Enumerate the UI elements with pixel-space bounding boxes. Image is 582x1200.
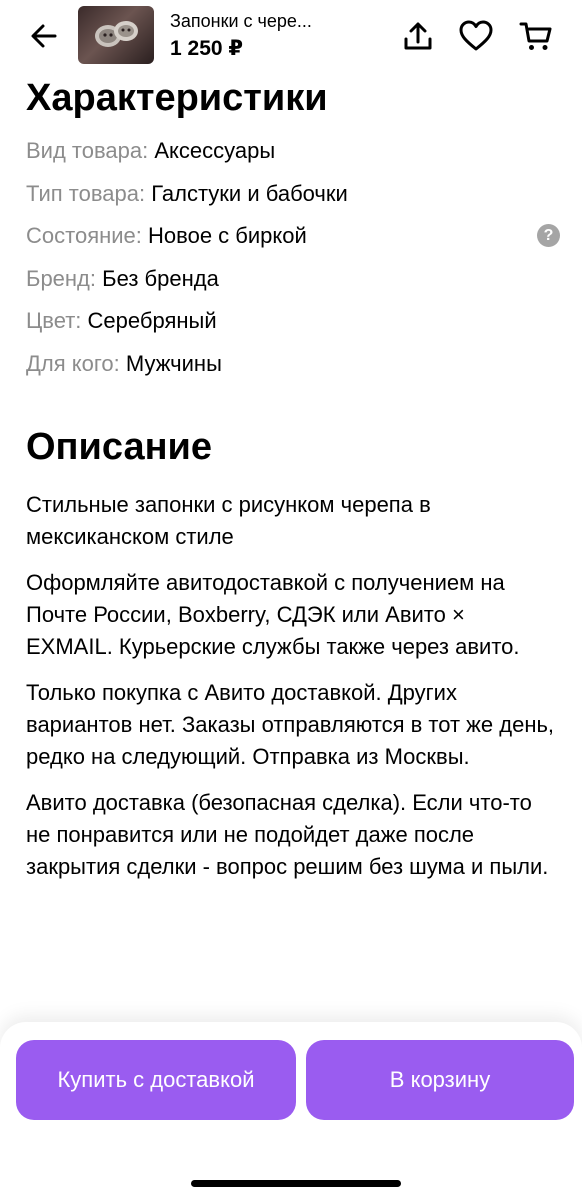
spec-value: Новое с биркой — [148, 223, 307, 249]
product-details — [26, 74, 556, 897]
product-mini-title: Запонки с чере... — [170, 11, 312, 31]
spec-value: Аксессуары — [154, 138, 276, 163]
spec-value: Без бренда — [102, 265, 219, 291]
description-paragraph: Авито доставка (безопасная сделка). Если что-то не понравится или не подойдет даже после закрытия сделки - вопрос решим без шума и пыли. — [26, 789, 549, 879]
spec-row-color — [26, 306, 556, 336]
characteristics-list — [26, 136, 556, 379]
cart-button[interactable] — [514, 14, 558, 58]
description-paragraph: Только покупка с Авито доставкой. Других вариантов нет. Заказы отправляются в тот же день, редко на следующий. Отправка из Москвы. — [26, 679, 555, 769]
share-button[interactable] — [396, 14, 440, 58]
spec-label: Вид товара: — [26, 138, 149, 163]
description-paragraph: Оформляйте авитодоставкой с получением на Почте России, Boxberry, СДЭК или Авито × EXMAIL. Курьерские службы также через авито. — [26, 569, 520, 659]
bottom-action-bar — [0, 1022, 582, 1200]
spec-row-item-kind — [26, 136, 556, 166]
favorite-button[interactable] — [454, 14, 498, 58]
description-paragraph: Стильные запонки с рисунком черепа в мексиканском стиле — [26, 491, 431, 549]
spec-label: Цвет: — [26, 308, 82, 334]
top-bar — [0, 0, 582, 74]
spec-label: Бренд: — [26, 265, 97, 291]
cart-icon — [519, 19, 553, 53]
characteristics-title: Характеристики — [26, 77, 328, 119]
spec-row-condition — [26, 221, 556, 251]
heart-icon — [458, 19, 494, 53]
spec-row-audience — [26, 349, 556, 379]
cufflinks-image — [78, 6, 154, 64]
spec-row-brand — [26, 264, 556, 294]
spec-label: Состояние: — [26, 223, 142, 249]
spec-value: Мужчины — [125, 350, 222, 376]
question-icon[interactable]: ? — [537, 224, 560, 247]
product-mini-price: 1 250 ₽ — [170, 37, 243, 60]
spec-label: Для кого: — [26, 350, 120, 376]
share-upload-icon — [401, 19, 435, 53]
spec-value: Галстуки и бабочки — [151, 180, 348, 206]
description-text — [26, 489, 556, 883]
home-indicator[interactable] — [191, 1180, 401, 1187]
spec-label: Тип товара: — [26, 180, 146, 206]
description-title: Описание — [26, 425, 213, 468]
product-thumbnail[interactable] — [78, 6, 154, 64]
buy-with-delivery-button[interactable]: Купить с доставкой — [16, 1040, 296, 1120]
spec-value: Серебряный — [87, 308, 217, 334]
add-to-cart-button[interactable]: В корзину — [306, 1040, 574, 1120]
back-button[interactable] — [22, 14, 66, 58]
spec-row-item-type — [26, 179, 556, 209]
arrow-left-icon — [28, 20, 60, 52]
